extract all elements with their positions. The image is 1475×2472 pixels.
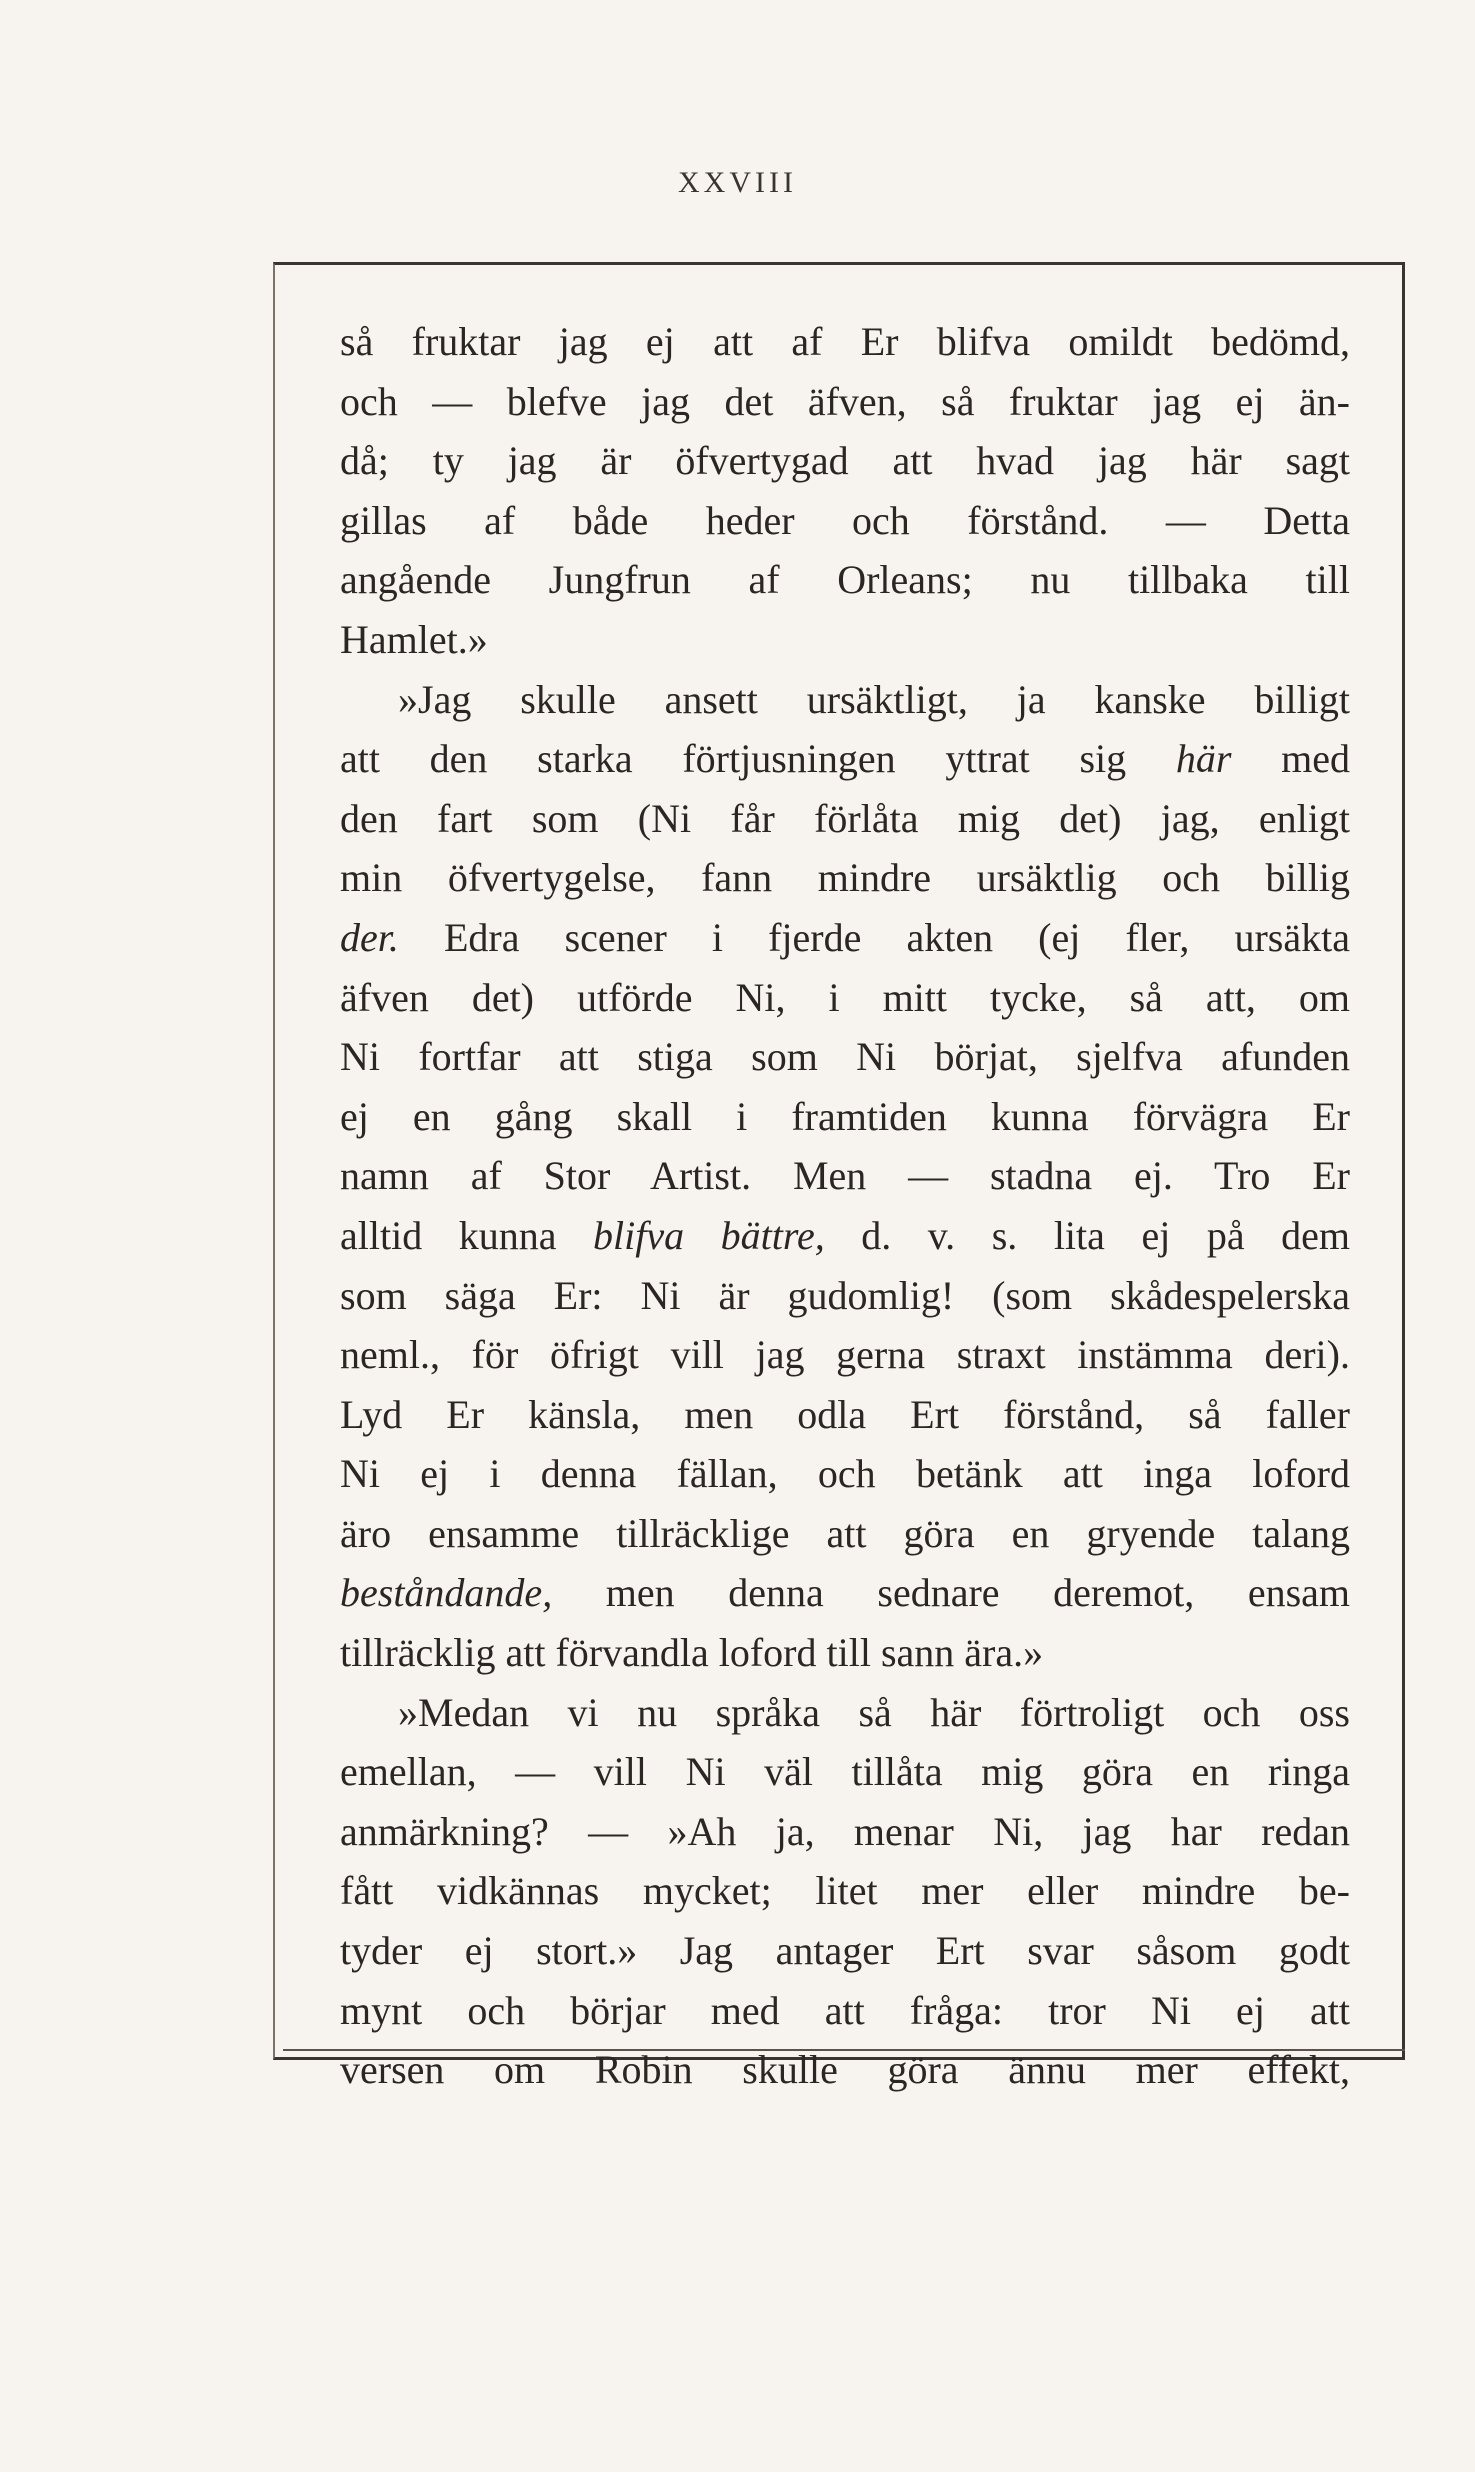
text-line: namn af Stor Artist. Men — stadna ej. Tro Er <box>340 1153 1350 1199</box>
text-line: neml., för öfrigt vill jag gerna straxt instämma deri). <box>340 1332 1350 1378</box>
text-segment: med <box>1231 736 1350 782</box>
text-segment: alltid kunna <box>340 1212 594 1258</box>
body-text <box>340 312 1350 2100</box>
text-segment: men denna sednare deremot, ensam <box>605 1570 1350 1616</box>
text-line: då; ty jag är öfvertygad att hvad jag här sagt <box>340 438 1350 484</box>
italic-text: här <box>1175 736 1232 782</box>
text-line: äfven det) utförde Ni, i mitt tycke, så att, om <box>340 974 1350 1020</box>
text-line: fått vidkännas mycket; litet mer eller mindre be- <box>340 1868 1350 1914</box>
text-line: anmärkning? — »Ah ja, menar Ni, jag har redan <box>340 1808 1350 1854</box>
text-line: tillräcklig att förvandla loford till sann ära.» <box>340 1630 1044 1676</box>
text-line <box>340 1206 1350 1266</box>
text-line: Lyd Er känsla, men odla Ert förstånd, så faller <box>340 1391 1350 1437</box>
text-line: Ni fortfar att stiga som Ni börjat, sjelfva afunden <box>340 1034 1350 1080</box>
text-line: min öfvertygelse, fann mindre ursäktlig och billig <box>340 855 1350 901</box>
text-line: Hamlet.» <box>340 616 488 662</box>
italic-text: blifva bättre, <box>593 1212 825 1258</box>
text-line: den fart som (Ni får förlåta mig det) jag, enligt <box>340 795 1350 841</box>
text-line <box>340 729 1350 789</box>
text-segment: d. v. s. lita ej på dem <box>824 1212 1350 1258</box>
text-line: och — blefve jag det äfven, så fruktar jag ej än- <box>340 378 1350 424</box>
text-line: så fruktar jag ej att af Er blifva omildt bedömd, <box>340 319 1350 364</box>
text-line: versen om Robin skulle göra ännu mer effekt, <box>340 2047 1350 2093</box>
text-line: äro ensamme tillräcklige att göra en gryende talang <box>340 1510 1350 1556</box>
text-line: Ni ej i denna fällan, och betänk att inga loford <box>340 1451 1350 1497</box>
italic-text: beståndande, <box>340 1570 553 1616</box>
text-line: »Medan vi nu språka så här förtroligt och oss <box>398 1689 1350 1735</box>
page-number: XXVIII <box>678 166 797 199</box>
text-line: gillas af både heder och förstånd. — Detta <box>340 497 1350 543</box>
text-line: mynt och börjar med att fråga: tror Ni ej att <box>340 1987 1350 2033</box>
text-line: tyder ej stort.» Jag antager Ert svar såsom godt <box>340 1928 1350 1974</box>
text-segment: Edra scener i fjerde akten (ej fler, ursäkta <box>444 914 1350 960</box>
text-line <box>340 908 1350 968</box>
text-segment: att den starka förtjusningen yttrat sig <box>340 736 1176 782</box>
text-line: ej en gång skall i framtiden kunna förvägra Er <box>340 1093 1350 1139</box>
text-line: som säga Er: Ni är gudomlig! (som skådespelerska <box>340 1272 1350 1318</box>
text-line: emellan, — vill Ni väl tillåta mig göra en ringa <box>340 1749 1350 1795</box>
text-line: »Jag skulle ansett ursäktligt, ja kanske billigt <box>398 676 1350 722</box>
text-line: angående Jungfrun af Orleans; nu tillbaka till <box>340 557 1350 603</box>
text-line <box>340 1563 1350 1623</box>
italic-text: der. <box>340 914 399 960</box>
